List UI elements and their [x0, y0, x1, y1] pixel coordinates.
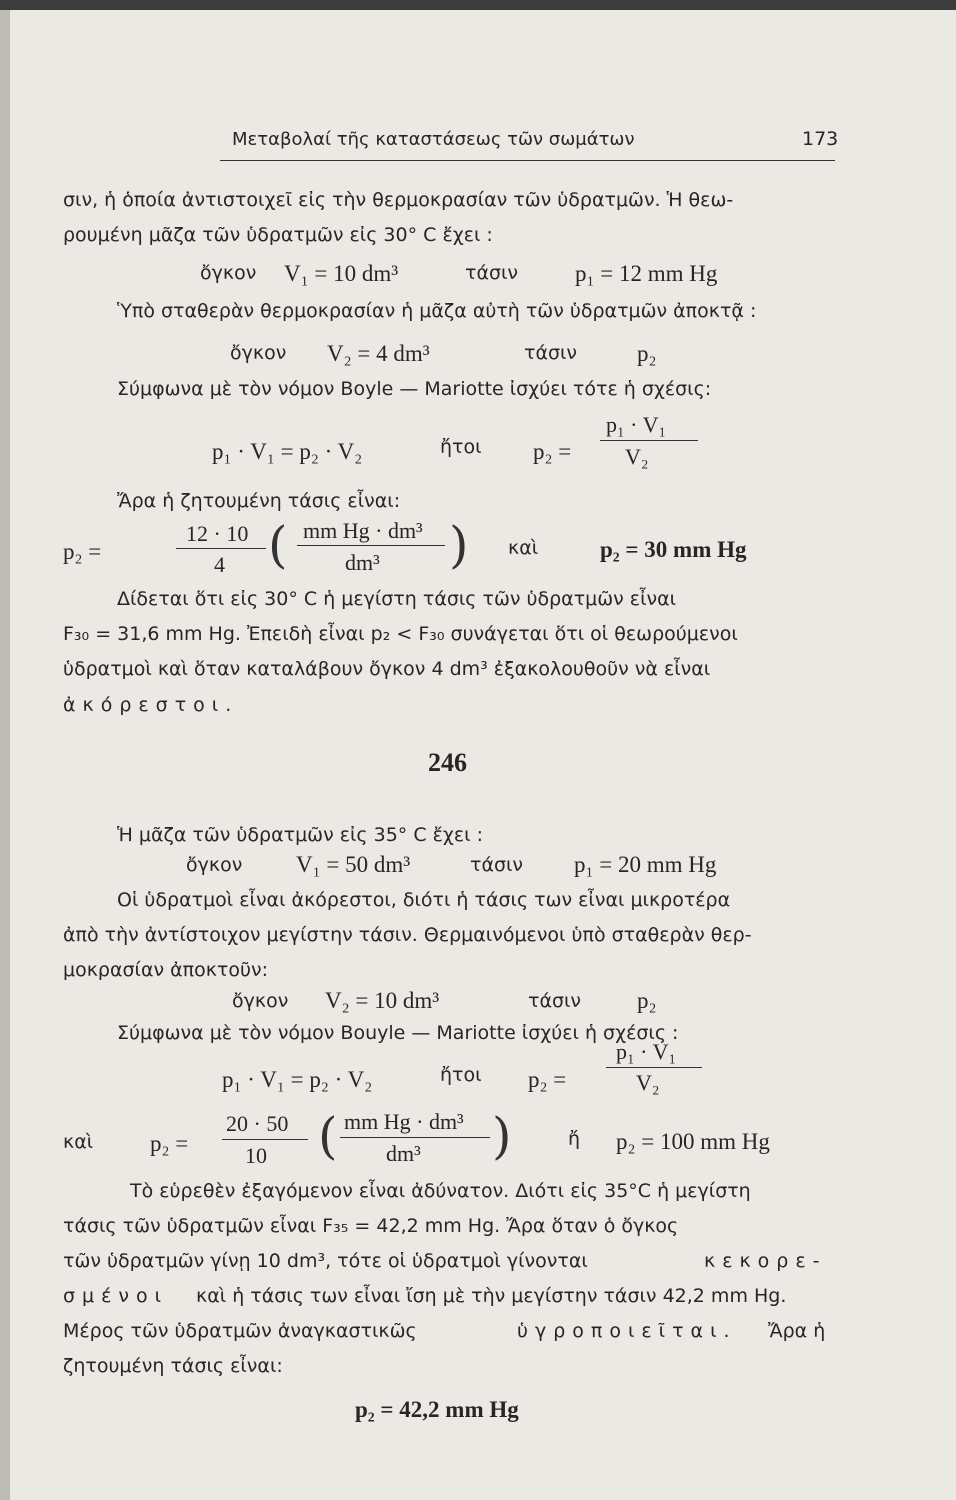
p2-vol2-word: ὄγκον	[232, 990, 289, 1012]
p1-p-word: τάσιν	[465, 262, 519, 284]
p2-calc-or: ἤ	[568, 1128, 581, 1150]
p1-p2-word: τάσιν	[524, 342, 578, 364]
p1-unit-fraction-bar	[297, 545, 445, 546]
p2-line10-c: Ἄρα ἡ	[768, 1320, 826, 1342]
running-title: Μεταβολαί τῆς καταστάσεως τῶν σωμάτων	[232, 129, 635, 150]
p2-line10-a: Μέρος τῶν ὑδρατμῶν ἀναγκαστικῶς	[63, 1320, 417, 1342]
p1-unit-denominator: dm³	[345, 550, 380, 575]
p1-unit-numerator: mm Hg · dm³	[303, 518, 423, 543]
p1-line7: F₃₀ = 31,6 mm Hg. Ἐπειδὴ εἶναι p₂ < F₃₀ συνάγεται ὅτι οἱ θεωρούμενοι	[63, 623, 738, 645]
p1-vol-value: V₁ = 10 dm³	[284, 261, 399, 286]
p1-vol2-word: ὄγκον	[230, 342, 287, 364]
p2-line6: Τὸ εὑρεθὲν ἐξαγόμενον εἶναι ἀδύνατον. Διότι εἰς 35°C ἡ μεγίστη	[130, 1180, 751, 1202]
p2-line11: ζητουμένη τάσις εἶναι:	[63, 1355, 283, 1377]
p1-calc-denominator: 4	[214, 552, 225, 577]
page-number: 173	[802, 128, 839, 150]
p2-eq-fraction-bar	[606, 1067, 702, 1068]
p2-line9-a: σμένοι	[63, 1285, 169, 1307]
p1-calc-result: p₂ = 30 mm Hg	[600, 537, 747, 562]
p2-p-value: p₁ = 20 mm Hg	[574, 852, 717, 877]
p1-calc-p2: p₂ =	[63, 539, 102, 564]
p2-calc-fraction-bar	[222, 1139, 308, 1140]
p1-line6: Δίδεται ὅτι εἰς 30° C ἡ μεγίστη τάσις τῶν ὑδρατμῶν εἶναι	[117, 588, 677, 610]
p2-unit-numerator: mm Hg · dm³	[344, 1109, 464, 1134]
p2-eq-word: ἤτοι	[440, 1064, 482, 1086]
p1-right-paren: )	[449, 516, 469, 574]
p2-line10-b: ὑγροποιεῖται.	[517, 1320, 737, 1342]
p1-line4: Σύμφωνα μὲ τὸν νόμον Boyle — Mariotte ἰσχύει τότε ἡ σχέσις:	[117, 378, 712, 400]
p2-line5: Σύμφωνα μὲ τὸν νόμον Bouyle — Mariotte ἰσχύει ἡ σχέσις :	[117, 1022, 679, 1044]
p2-line8-a: τῶν ὑδρατμῶν γίνῃ 10 dm³, τότε οἱ ὑδρατμοὶ γίνονται	[63, 1250, 588, 1272]
p2-right-paren: )	[492, 1107, 512, 1165]
p2-eq-denominator: V₂	[636, 1070, 660, 1095]
page-gutter	[0, 0, 10, 1500]
p2-line1: Ἡ μᾶζα τῶν ὑδρατμῶν εἰς 35° C ἔχει :	[117, 824, 484, 846]
p1-p2-value: p₂	[637, 341, 657, 366]
p1-calc-fraction-bar	[176, 548, 266, 549]
p2-vol-word: ὄγκον	[186, 854, 243, 876]
p2-calc-and: καὶ	[63, 1131, 94, 1153]
p2-line9-b: καὶ ἡ τάσις των εἶναι ἴση μὲ τὴν μεγίστην τάσιν 42,2 mm Hg.	[196, 1285, 787, 1307]
p2-calc-denominator: 10	[245, 1143, 267, 1168]
p2-line3: ἀπὸ τὴν ἀντίστοιχον μεγίστην τάσιν. Θερμαινόμενοι ὑπὸ σταθερὰν θερ-	[63, 924, 752, 946]
p2-line2: Οἱ ὑδρατμοὶ εἶναι ἀκόρεστοι, διότι ἡ τάσις των εἶναι μικροτέρα	[117, 889, 731, 911]
header-rule	[220, 160, 835, 161]
p2-unit-denominator: dm³	[386, 1141, 421, 1166]
p2-eq-left: p₁ · V₁ = p₂ · V₂	[222, 1067, 373, 1092]
p1-line2: ρουμένη μᾶζα τῶν ὑδρατμῶν εἰς 30° C ἔχει :	[63, 224, 493, 246]
p1-eq-numerator: p₁ · V₁	[606, 412, 667, 437]
p1-line5: Ἄρα ἡ ζητουμένη τάσις εἶναι:	[117, 490, 401, 512]
p2-vol2-value: V₂ = 10 dm³	[325, 988, 440, 1013]
p2-calc-numerator: 20 · 50	[226, 1111, 289, 1136]
section-number: 246	[428, 748, 467, 777]
p1-eq-denominator: V₂	[625, 444, 649, 469]
page-top-edge	[0, 0, 956, 10]
p2-calc-p2: p₂ =	[150, 1131, 189, 1156]
p1-vol2-value: V₂ = 4 dm³	[327, 341, 430, 366]
p1-line8: ὑδρατμοὶ καὶ ὅταν καταλάβουν ὄγκον 4 dm³ ἐξακολουθοῦν νὰ εἶναι	[63, 658, 711, 680]
p2-line8-b: κεκορε-	[704, 1250, 827, 1272]
p1-eq-p2: p₂ =	[533, 439, 572, 464]
p1-calc-numerator: 12 · 10	[186, 521, 249, 546]
p2-left-paren: (	[318, 1107, 338, 1165]
p1-eq-left: p₁ · V₁ = p₂ · V₂	[212, 439, 363, 464]
p1-line1: σιν, ἡ ὁποία ἀντιστοιχεῖ εἰς τὴν θερμοκρασίαν τῶν ὑδρατμῶν. Ἡ θεω-	[63, 189, 734, 211]
p2-unit-fraction-bar	[340, 1137, 490, 1138]
p2-eq-numerator: p₁ · V₁	[616, 1039, 677, 1064]
p1-line9: ἀκόρεστοι.	[63, 694, 239, 716]
p2-vol-value: V₁ = 50 dm³	[296, 852, 411, 877]
p2-p2-value: p₂	[637, 988, 657, 1013]
p1-line3: Ὑπὸ σταθερὰν θερμοκρασίαν ἡ μᾶζα αὐτὴ τῶν ὑδρατμῶν ἀποκτᾷ :	[117, 300, 757, 322]
p1-calc-and: καὶ	[508, 537, 539, 559]
p1-p-value: p₁ = 12 mm Hg	[575, 261, 718, 286]
p1-left-paren: (	[268, 516, 288, 574]
p2-line4: μοκρασίαν ἀποκτοῦν:	[63, 959, 269, 981]
p2-p2-word: τάσιν	[528, 990, 582, 1012]
p2-p-word: τάσιν	[470, 854, 524, 876]
p1-vol-word: ὄγκον	[200, 262, 257, 284]
p2-eq-p2: p₂ =	[528, 1067, 567, 1092]
p2-calc-result: p₂ = 100 mm Hg	[616, 1129, 770, 1154]
p2-final-result: p₂ = 42,2 mm Hg	[355, 1397, 519, 1422]
p2-line7: τάσις τῶν ὑδρατμῶν εἶναι F₃₅ = 42,2 mm Hg. Ἄρα ὅταν ὁ ὄγκος	[63, 1215, 679, 1237]
p1-eq-word: ἤτοι	[440, 436, 482, 458]
p1-eq-fraction-bar	[600, 440, 698, 441]
